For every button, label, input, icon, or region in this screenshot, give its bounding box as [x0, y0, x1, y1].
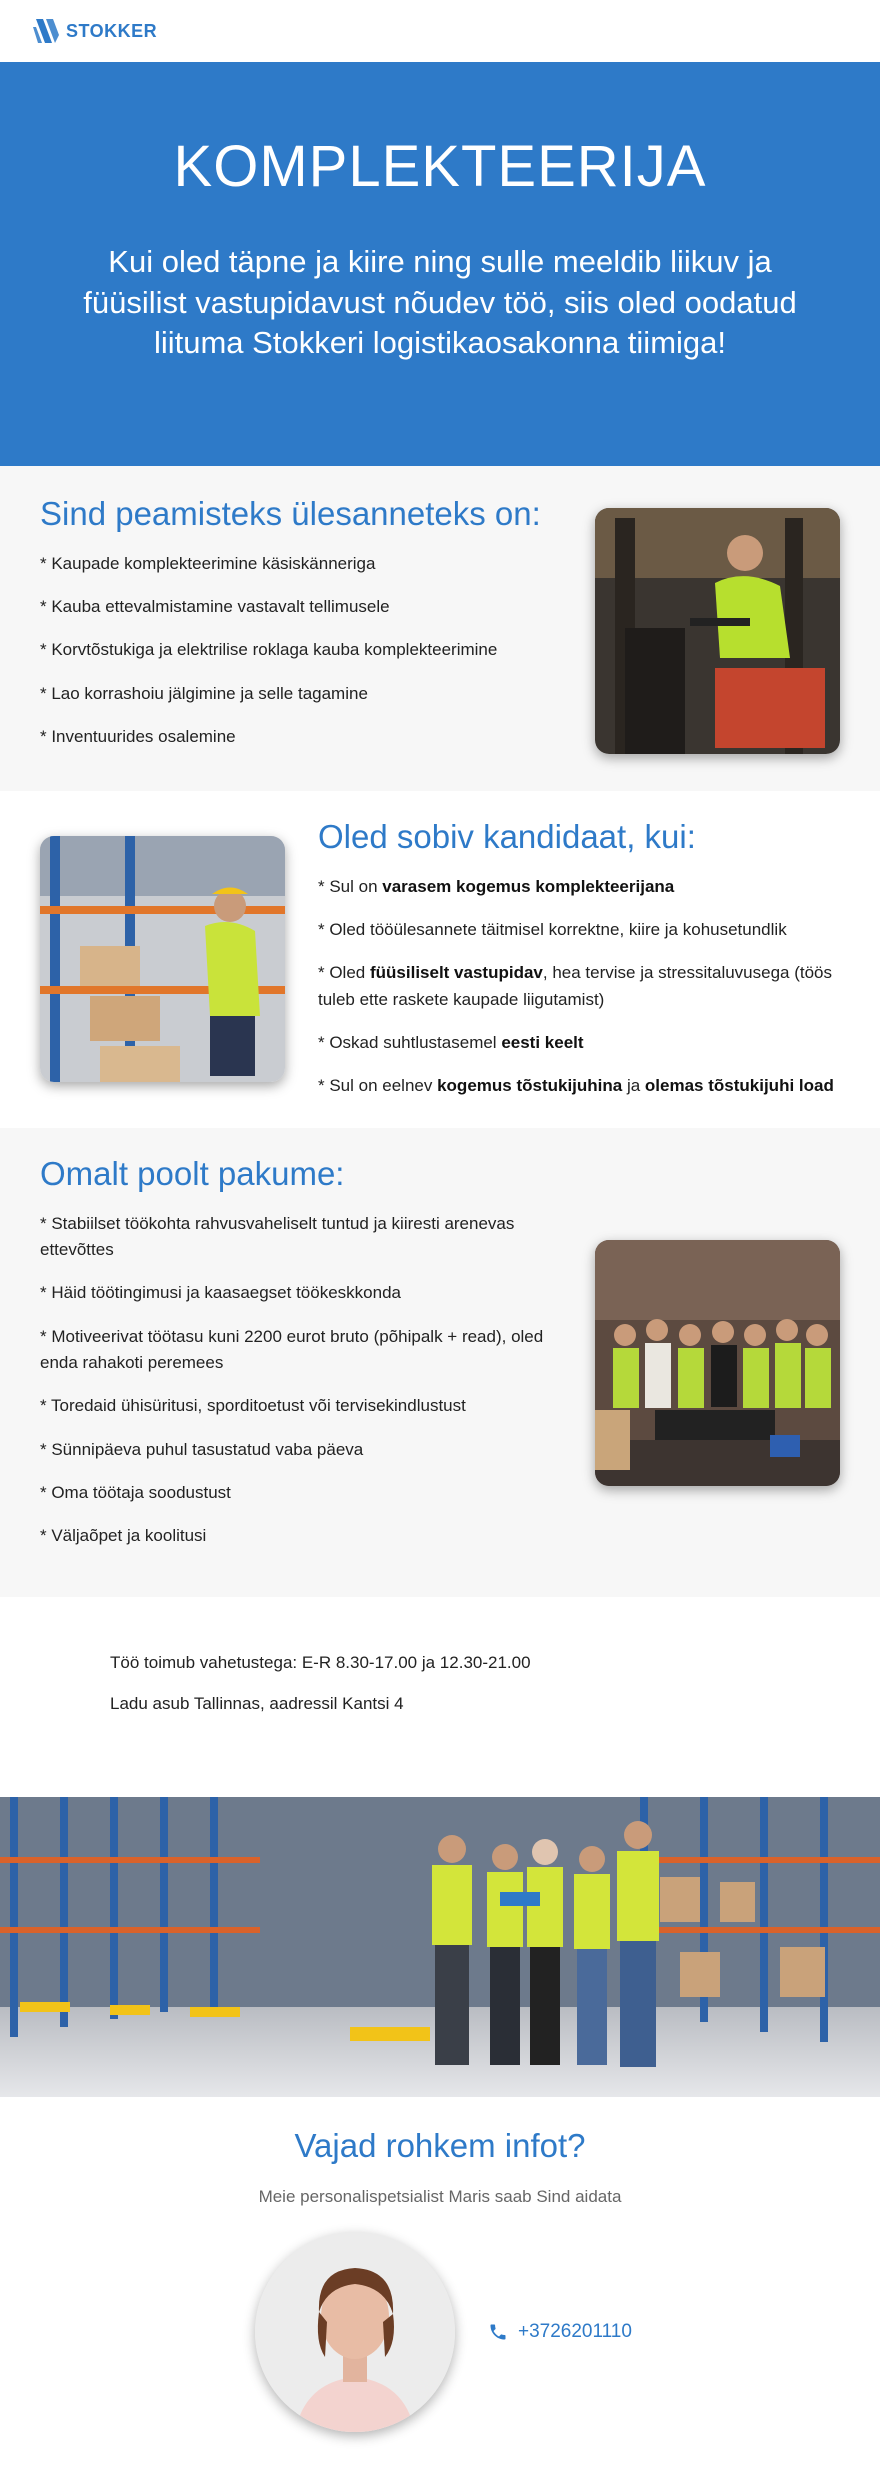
contact-subtitle: Meie personalispetsialist Maris saab Sind aidata: [258, 2187, 622, 2206]
team-group-photo: [595, 1240, 840, 1486]
list-item: * Toredaid ühisüritusi, sporditoetust või tervisekindlustust: [40, 1396, 466, 1416]
list-item: * Väljaõpet ja koolitusi: [40, 1526, 207, 1546]
list-item: * Inventuurides osalemine: [40, 726, 236, 746]
list-item: * Motiveerivat töötasu kuni 2200 eurot bruto (põhipalk + read), oled enda rahakoti peremees: [40, 1326, 544, 1372]
stokker-logo-icon: [32, 17, 62, 45]
hero-banner: [0, 62, 880, 466]
list-item: * Oled füüsiliselt vastupidav, hea tervise ja stressitaluvusega (töös tuleb ette raskete kaupade liigutamist): [318, 963, 833, 1009]
phone-link[interactable]: [488, 2321, 632, 2343]
warehouse-worker-photo: [40, 836, 285, 1082]
contact-section: [0, 2097, 880, 2475]
list-item: * Oma töötaja soodustust: [40, 1483, 231, 1502]
location-info: Ladu asub Tallinnas, aadressil Kantsi 4: [110, 1693, 404, 1713]
warehouse-team-banner: [0, 1797, 880, 2097]
list-item: * Sul on varasem kogemus komplekteerijana: [318, 876, 675, 896]
hero-subtitle: Kui oled täpne ja kiire ning sulle meeldib liikuv ja füüsilist vastupidavust nõudev töö, siis oled oodatud liituma Stokkeri logistikaosakonna tiimiga!: [83, 243, 797, 361]
list-item: * Sul on eelnev kogemus tõstukijuhina ja olemas tõstukijuhi load: [318, 1076, 834, 1096]
tasks-title: Sind peamisteks ülesanneteks on:: [40, 495, 541, 532]
list-item: * Sünnipäeva puhul tasustatud vaba päeva: [40, 1439, 364, 1459]
list-item: * Häid töötingimusi ja kaasaegset töökeskkonda: [40, 1283, 401, 1303]
list-item: * Stabiilset töökohta rahvusvaheliselt tuntud ja kiiresti arenevas ettevõttes: [40, 1213, 515, 1259]
offer-title: Omalt poolt pakume:: [40, 1155, 345, 1192]
offer-list: [40, 1211, 560, 1550]
contact-title: Vajad rohkem infot?: [294, 2127, 586, 2164]
list-item: * Kaupade komplekteerimine käsiskänneriga: [40, 553, 376, 573]
offer-section: [0, 1128, 880, 1597]
stokker-logo[interactable]: [32, 17, 157, 45]
list-item: * Korvtõstukiga ja elektrilise roklaga kauba komplekteerimine: [40, 640, 498, 660]
candidate-title: Oled sobiv kandidaat, kui:: [318, 818, 696, 855]
logo-text: STOKKER: [66, 20, 158, 41]
list-item: * Oled tööülesannete täitmisel korrektne, kiire ja kohusetundlik: [318, 919, 787, 939]
job-title: KOMPLEKTEERIJA: [173, 134, 707, 199]
shift-info: Töö toimub vahetustega: E-R 8.30-17.00 ja 12.30-21.00: [110, 1653, 531, 1672]
phone-number[interactable]: +3726201110: [518, 2321, 632, 2342]
list-item: * Lao korrashoiu jälgimine ja selle tagamine: [40, 683, 368, 703]
recruiter-avatar: [255, 2232, 455, 2432]
phone-icon: [488, 2322, 508, 2342]
work-info-section: [0, 1597, 880, 1797]
list-item: * Kauba ettevalmistamine vastavalt tellimusele: [40, 596, 390, 616]
list-item: * Oskad suhtlustasemel eesti keelt: [318, 1032, 584, 1052]
tasks-list: [40, 551, 560, 751]
tasks-section: [0, 466, 880, 791]
header: [0, 0, 880, 62]
forklift-driver-photo: [595, 508, 840, 754]
candidate-list: [318, 874, 843, 1100]
candidate-section: [0, 791, 880, 1128]
